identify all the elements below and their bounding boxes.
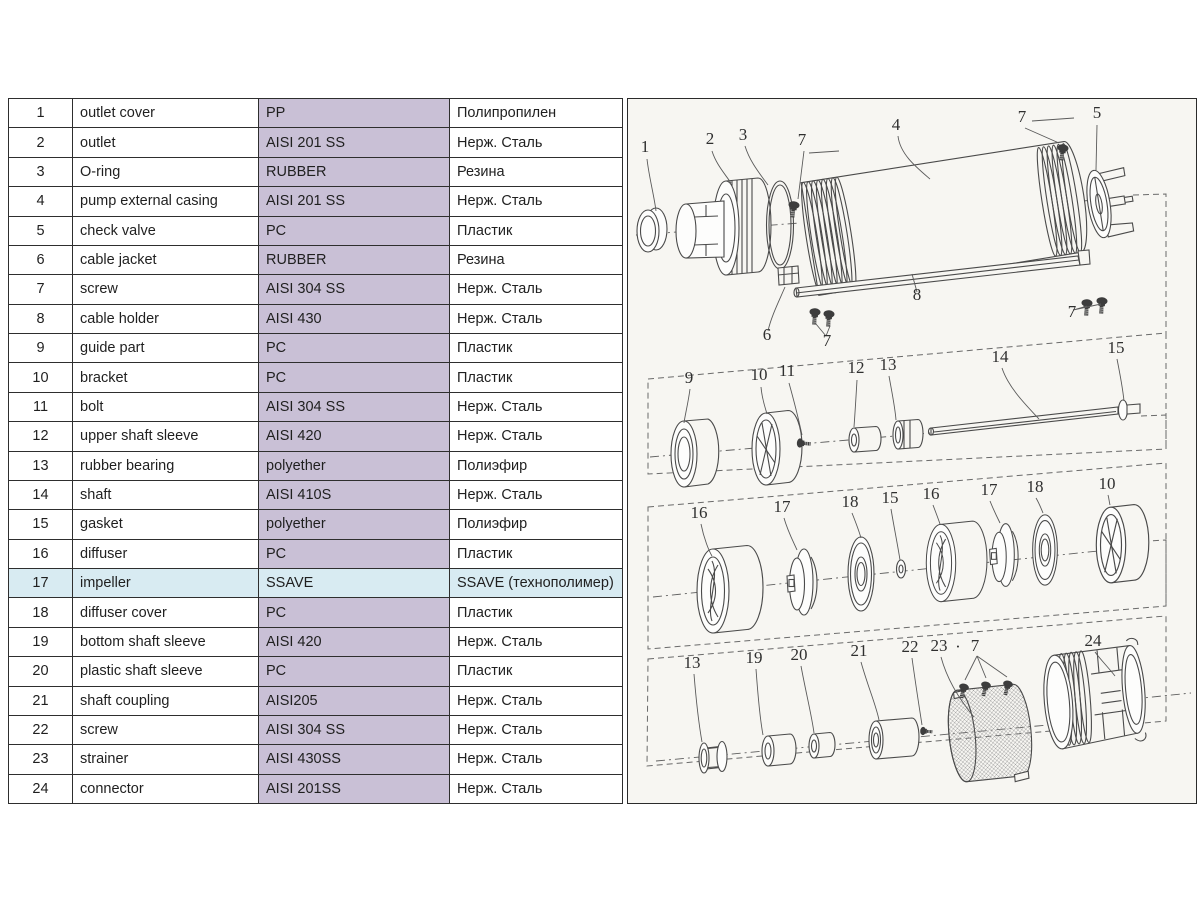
material-cell: AISI205 xyxy=(259,686,450,715)
part-callout-number: 6 xyxy=(762,325,772,344)
part-callout-number: 20 xyxy=(790,645,808,664)
material-ru-cell: Пластик xyxy=(450,363,623,392)
part-callout-number: 7 xyxy=(970,636,980,655)
table-row xyxy=(9,275,623,304)
part-callout-number: · xyxy=(955,637,961,656)
part-callout-number: 16 xyxy=(922,484,940,503)
part-callout-number: 1 xyxy=(640,137,650,156)
table-row xyxy=(9,686,623,715)
part-callout-number: 21 xyxy=(850,641,868,660)
part-name-cell: guide part xyxy=(73,334,259,363)
material-cell: PP xyxy=(259,99,450,128)
table-row xyxy=(9,539,623,568)
part-name-cell: shaft xyxy=(73,480,259,509)
row-number-cell: 21 xyxy=(9,686,73,715)
table-row xyxy=(9,334,623,363)
material-cell: PC xyxy=(259,657,450,686)
material-cell: PC xyxy=(259,334,450,363)
row-number-cell: 10 xyxy=(9,363,73,392)
impeller-a xyxy=(787,549,817,615)
parts-table-body xyxy=(9,99,623,804)
part-callout-number: 9 xyxy=(684,368,694,387)
row-number-cell: 3 xyxy=(9,157,73,186)
part-name-cell: bottom shaft sleeve xyxy=(73,627,259,656)
part-name-cell: pump external casing xyxy=(73,187,259,216)
material-cell: PC xyxy=(259,598,450,627)
part-name-cell: connector xyxy=(73,774,259,803)
rubber-bearing xyxy=(893,420,923,450)
part-name-cell: check valve xyxy=(73,216,259,245)
material-ru-cell: Нерж. Сталь xyxy=(450,774,623,803)
rubber-bearing-b xyxy=(699,742,727,774)
row-number-cell: 18 xyxy=(9,598,73,627)
material-ru-cell: Резина xyxy=(450,157,623,186)
table-row xyxy=(9,363,623,392)
material-ru-cell: Нерж. Сталь xyxy=(450,715,623,744)
table-row xyxy=(9,304,623,333)
part-callout-number: 15 xyxy=(881,488,899,507)
part-name-cell: diffuser xyxy=(73,539,259,568)
material-ru-cell: Нерж. Сталь xyxy=(450,128,623,157)
part-callout-number: 10 xyxy=(1098,474,1116,493)
part-name-cell: bolt xyxy=(73,392,259,421)
part-name-cell: cable jacket xyxy=(73,245,259,274)
section-4-bottom-group xyxy=(699,638,1149,788)
part-callout-number: 18 xyxy=(1026,477,1044,496)
shaft-coupling xyxy=(869,718,919,759)
table-row xyxy=(9,216,623,245)
material-ru-cell: Пластик xyxy=(450,539,623,568)
shaft xyxy=(929,400,1141,435)
part-name-cell: bracket xyxy=(73,363,259,392)
parts-table xyxy=(8,98,623,804)
material-cell: PC xyxy=(259,539,450,568)
material-cell: AISI 304 SS xyxy=(259,392,450,421)
table-row xyxy=(9,245,623,274)
material-cell: polyether xyxy=(259,510,450,539)
material-cell: AISI 304 SS xyxy=(259,715,450,744)
material-ru-cell: Нерж. Сталь xyxy=(450,480,623,509)
part-callout-number: 2 xyxy=(705,129,715,148)
part-name-cell: outlet xyxy=(73,128,259,157)
material-ru-cell: Полипропилен xyxy=(450,99,623,128)
check-valve xyxy=(1083,165,1138,239)
material-cell: AISI 420 xyxy=(259,422,450,451)
row-number-cell: 15 xyxy=(9,510,73,539)
material-cell: polyether xyxy=(259,451,450,480)
row-number-cell: 17 xyxy=(9,569,73,598)
impeller-b xyxy=(990,524,1019,587)
material-ru-cell: Резина xyxy=(450,245,623,274)
bracket-part xyxy=(752,411,802,486)
table-row xyxy=(9,715,623,744)
part-callout-number: 15 xyxy=(1107,338,1125,357)
bracket-b xyxy=(1096,505,1149,583)
row-number-cell: 4 xyxy=(9,187,73,216)
part-callout-number: 22 xyxy=(901,637,919,656)
part-callout-number: 14 xyxy=(991,347,1009,366)
material-ru-cell: Нерж. Сталь xyxy=(450,275,623,304)
part-name-cell: cable holder xyxy=(73,304,259,333)
part-name-cell: diffuser cover xyxy=(73,598,259,627)
part-callout-number: 13 xyxy=(879,355,897,374)
table-row xyxy=(9,745,623,774)
row-number-cell: 22 xyxy=(9,715,73,744)
table-row xyxy=(9,774,623,803)
material-cell: AISI 430SS xyxy=(259,745,450,774)
material-ru-cell: Полиэфир xyxy=(450,451,623,480)
part-callout-number: 23 xyxy=(930,636,948,655)
material-cell: AISI 410S xyxy=(259,480,450,509)
pump-exploded-diagram xyxy=(627,98,1197,804)
row-number-cell: 12 xyxy=(9,422,73,451)
row-number-cell: 13 xyxy=(9,451,73,480)
material-ru-cell: Нерж. Сталь xyxy=(450,422,623,451)
row-number-cell: 14 xyxy=(9,480,73,509)
part-callout-number: 7 xyxy=(1067,302,1077,321)
row-number-cell: 19 xyxy=(9,627,73,656)
material-ru-cell: Нерж. Сталь xyxy=(450,187,623,216)
material-cell: SSAVE xyxy=(259,569,450,598)
material-cell: AISI 201 SS xyxy=(259,187,450,216)
part-callout-number: 10 xyxy=(750,365,768,384)
plastic-shaft-sleeve xyxy=(809,733,835,759)
part-name-cell: impeller xyxy=(73,569,259,598)
table-row xyxy=(9,598,623,627)
gasket-small xyxy=(897,560,906,578)
bottom-shaft-sleeve xyxy=(762,734,796,766)
row-number-cell: 1 xyxy=(9,99,73,128)
table-row xyxy=(9,187,623,216)
material-cell: AISI 201 SS xyxy=(259,128,450,157)
section-1-casing-assembly xyxy=(637,140,1138,327)
material-ru-cell: Пластик xyxy=(450,216,623,245)
material-ru-cell: Пластик xyxy=(450,598,623,627)
material-ru-cell: Пластик xyxy=(450,657,623,686)
material-cell: RUBBER xyxy=(259,245,450,274)
part-callout-number: 24 xyxy=(1084,631,1102,650)
row-number-cell: 23 xyxy=(9,745,73,774)
row-number-cell: 24 xyxy=(9,774,73,803)
table-row xyxy=(9,99,623,128)
row-number-cell: 16 xyxy=(9,539,73,568)
strainer xyxy=(944,683,1036,788)
part-callout-number: 11 xyxy=(778,361,796,380)
part-callout-number: 7 xyxy=(1017,107,1027,126)
part-name-cell: strainer xyxy=(73,745,259,774)
material-ru-cell: Нерж. Сталь xyxy=(450,686,623,715)
material-ru-cell: Нерж. Сталь xyxy=(450,745,623,774)
material-cell: AISI 201SS xyxy=(259,774,450,803)
part-callout-number: 3 xyxy=(738,125,748,144)
material-ru-cell: Полиэфир xyxy=(450,510,623,539)
part-callout-number: 13 xyxy=(683,653,701,672)
table-row xyxy=(9,157,623,186)
screw-small xyxy=(920,727,932,735)
row-number-cell: 20 xyxy=(9,657,73,686)
guide-part xyxy=(671,419,719,487)
row-number-cell: 2 xyxy=(9,128,73,157)
part-name-cell: upper shaft sleeve xyxy=(73,422,259,451)
material-ru-cell: Нерж. Сталь xyxy=(450,392,623,421)
material-ru-cell: SSAVE (технополимер) xyxy=(450,569,623,598)
row-number-cell: 9 xyxy=(9,334,73,363)
diffuser-cover-a xyxy=(848,537,874,611)
part-callout-number: 7 xyxy=(822,331,832,350)
table-row xyxy=(9,569,623,598)
part-callout-number: 5 xyxy=(1092,103,1102,122)
outlet-assembly xyxy=(676,178,771,275)
diffuser-b xyxy=(926,521,987,602)
part-callout-number: 16 xyxy=(690,503,708,522)
row-number-cell: 8 xyxy=(9,304,73,333)
part-name-cell: rubber bearing xyxy=(73,451,259,480)
row-number-cell: 11 xyxy=(9,392,73,421)
part-name-cell: gasket xyxy=(73,510,259,539)
part-callout-number: 17 xyxy=(773,497,791,516)
part-name-cell: screw xyxy=(73,275,259,304)
material-ru-cell: Нерж. Сталь xyxy=(450,627,623,656)
row-number-cell: 7 xyxy=(9,275,73,304)
table-row xyxy=(9,627,623,656)
connector xyxy=(1039,638,1149,750)
diffuser-cover-b xyxy=(1033,515,1058,585)
part-callout-number: 7 xyxy=(797,130,807,149)
material-ru-cell: Нерж. Сталь xyxy=(450,304,623,333)
material-cell: AISI 420 xyxy=(259,627,450,656)
material-cell: AISI 304 SS xyxy=(259,275,450,304)
part-name-cell: O-ring xyxy=(73,157,259,186)
row-number-cell: 6 xyxy=(9,245,73,274)
part-name-cell: shaft coupling xyxy=(73,686,259,715)
part-name-cell: outlet cover xyxy=(73,99,259,128)
row-number-cell: 5 xyxy=(9,216,73,245)
material-cell: PC xyxy=(259,363,450,392)
table-row xyxy=(9,510,623,539)
outlet-cover-ring xyxy=(637,208,667,252)
table-row xyxy=(9,657,623,686)
part-name-cell: plastic shaft sleeve xyxy=(73,657,259,686)
table-row xyxy=(9,422,623,451)
part-name-cell: screw xyxy=(73,715,259,744)
part-callout-number: 4 xyxy=(891,115,901,134)
table-row xyxy=(9,451,623,480)
part-callout-number: 12 xyxy=(847,358,865,377)
diffuser-a xyxy=(697,546,763,634)
part-callout-number: 18 xyxy=(841,492,859,511)
part-callout-number: 17 xyxy=(980,480,998,499)
cable-jacket-hex xyxy=(778,266,799,285)
material-cell: RUBBER xyxy=(259,157,450,186)
table-row xyxy=(9,480,623,509)
material-cell: AISI 430 xyxy=(259,304,450,333)
part-callout-number: 8 xyxy=(912,285,922,304)
table-row xyxy=(9,128,623,157)
table-row xyxy=(9,392,623,421)
upper-shaft-sleeve xyxy=(849,427,881,453)
part-callout-number: 19 xyxy=(745,648,763,667)
material-ru-cell: Пластик xyxy=(450,334,623,363)
section-2-shaft-group xyxy=(671,400,1140,487)
material-cell: PC xyxy=(259,216,450,245)
bolt xyxy=(797,439,811,449)
exploded-view-drawing xyxy=(628,99,1196,803)
